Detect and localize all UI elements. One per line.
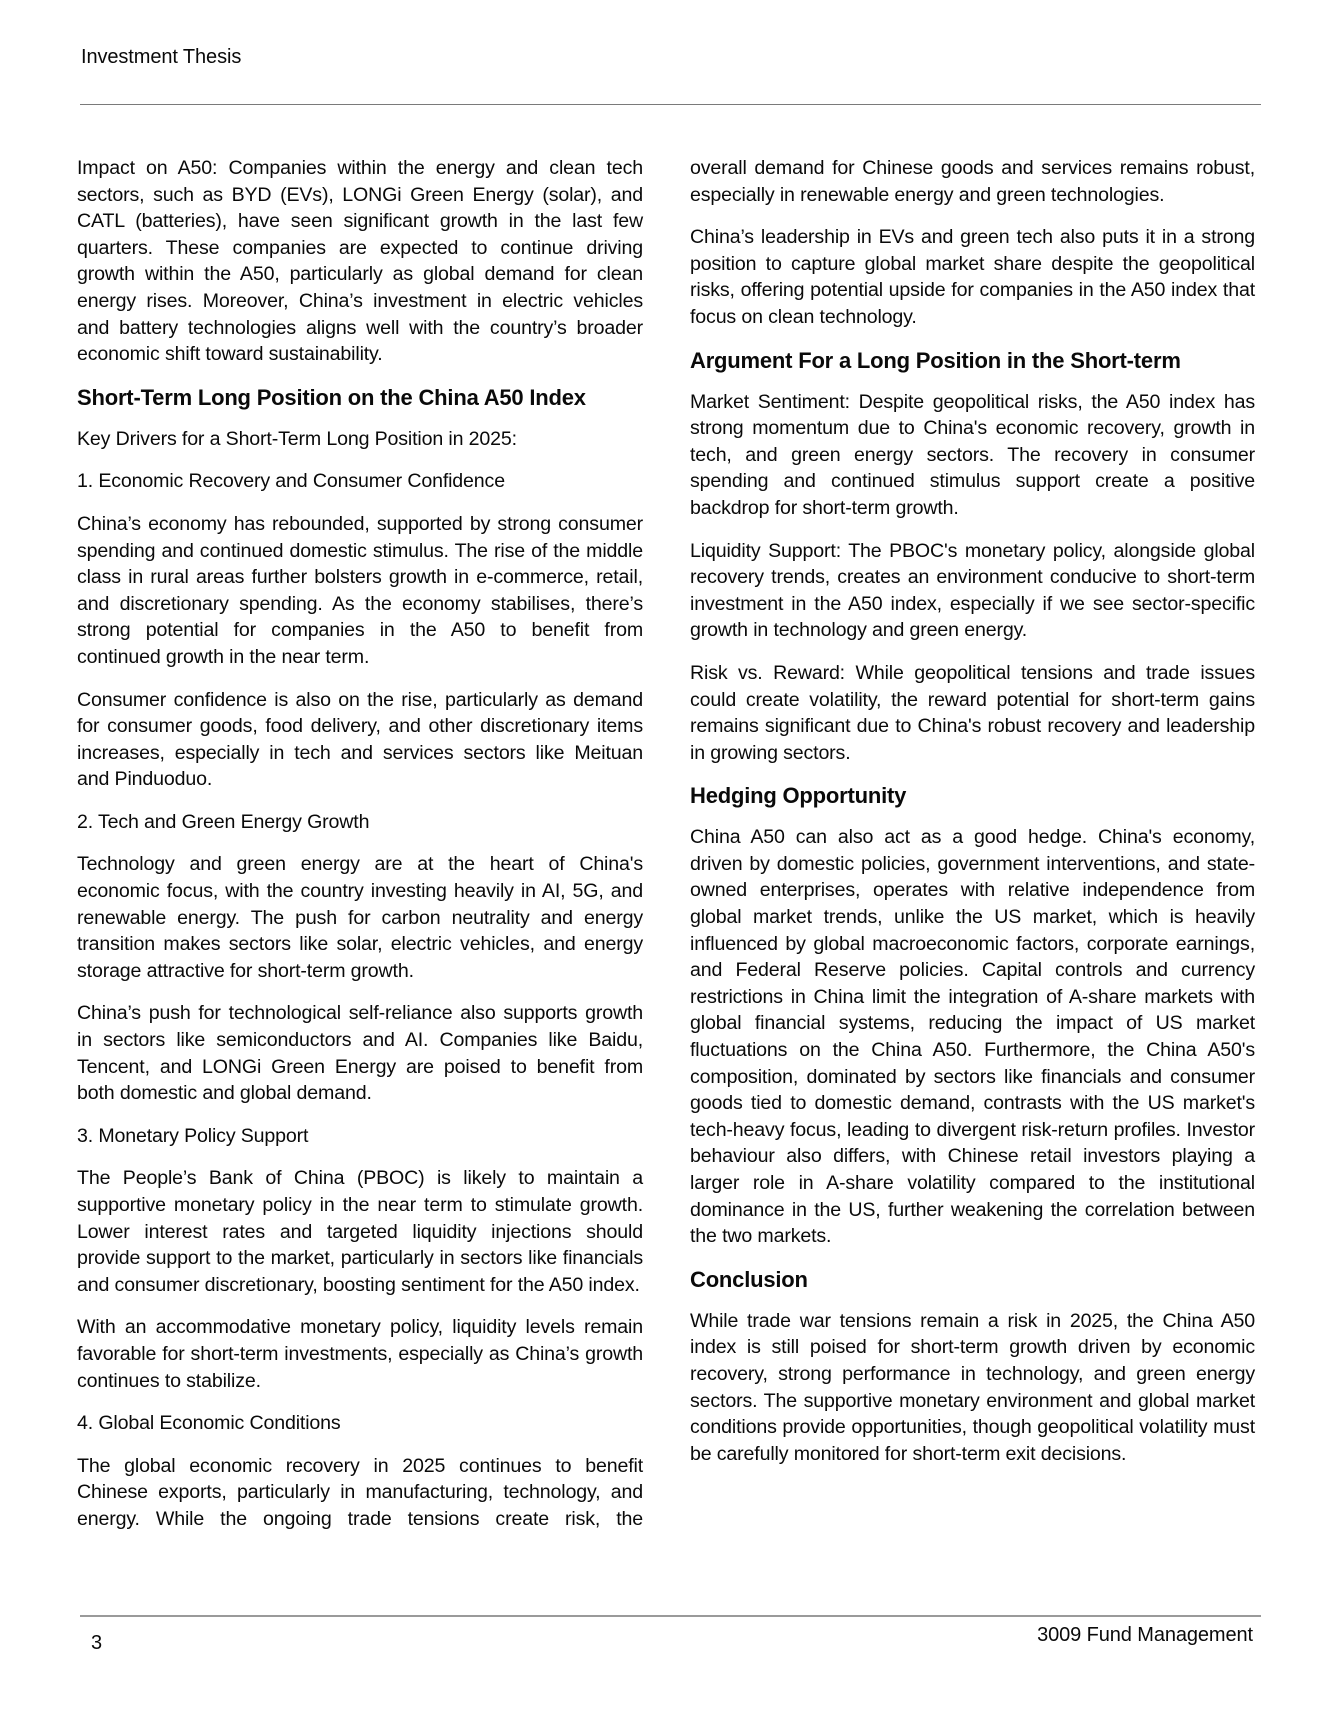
driver-title-tech-green-energy: 2. Tech and Green Energy Growth	[77, 810, 370, 833]
driver-paragraph: The People’s Bank of China (PBOC) is likely to maintain a supportive monetary policy in the near term to stimulate growth. Lower interest rates and targeted liquidity injections should provide support to the market, particularly in sectors like financials and consumer discretionary, boosting sentiment for the A50 index.	[77, 1167, 643, 1296]
driver-title-global-economic: 4. Global Economic Conditions	[77, 1412, 341, 1435]
driver-title-economic-recovery: 1. Economic Recovery and Consumer Confidence	[77, 470, 505, 493]
section-heading-argument: Argument For a Long Position in the Short-term	[690, 347, 1181, 373]
conclusion-paragraph: While trade war tensions remain a risk in 2025, the China A50 index is still poised for short-term growth driven by economic recovery, strong performance in technology, and green energy sectors. The supportive monetary environment and global market conditions provide opportunities, though geopolitical volatility must be carefully monitored for short-term exit decisions.	[690, 1309, 1255, 1465]
footer-divider	[80, 1615, 1261, 1617]
driver-paragraph: Consumer confidence is also on the rise, particularly as demand for consumer goods, food delivery, and other discretionary items increases, especially in tech and services sectors like Meituan and Pinduoduo.	[77, 688, 643, 791]
continued-paragraph: overall demand for Chinese goods and services remains robust, especially in renewable energy and green technologies.	[690, 157, 1255, 206]
footer-organization: 3009 Fund Management	[1037, 1624, 1253, 1646]
header-divider	[80, 104, 1261, 105]
argument-paragraph-liquidity: Liquidity Support: The PBOC's monetary policy, alongside global recovery trends, creates an environment conducive to short-term investment in the A50 index, especially if we see sector-specific growth in technology and green energy.	[690, 539, 1255, 642]
left-column	[77, 155, 643, 1549]
page-header-title: Investment Thesis	[81, 46, 242, 68]
section-heading-hedging: Hedging Opportunity	[690, 783, 907, 809]
argument-paragraph-market-sentiment: Market Sentiment: Despite geopolitical risks, the A50 index has strong momentum due to China's economic recovery, growth in tech, and green energy sectors. The recovery in consumer spending and continued stimulus support create a positive backdrop for short-term growth.	[690, 390, 1255, 519]
hedging-paragraph: China A50 can also act as a good hedge. China's economy, driven by domestic policies, government interventions, and state-owned enterprises, operates with relative independence from global market trends, unlike the US market, which is heavily influenced by global macroeconomic factors, corporate earnings, and Federal Reserve policies. Capital controls and currency restrictions in China limit the integration of A-share markets with global financial systems, reducing the impact of US market fluctuations on the China A50. Furthermore, the China A50's composition, dominated by sectors like financials and consumer goods tied to domestic demand, contrasts with the US market's tech-heavy focus, leading to divergent risk-return profiles. Investor behaviour also differs, with Chinese retail investors playing a larger role in A-share volatility compared to the institutional dominance in the US, further weakening the correlation between the two markets.	[690, 826, 1255, 1248]
leadership-paragraph: China’s leadership in EVs and green tech also puts it in a strong position to capture global market share despite the geopolitical risks, offering potential upside for companies in the A50 index that focus on clean technology.	[690, 226, 1255, 328]
impact-paragraph: Impact on A50: Companies within the energy and clean tech sectors, such as BYD (EVs), LONGi Green Energy (solar), and CATL (batteries), have seen significant growth in the last few quarters. These companies are expected to continue driving growth within the A50, particularly as global demand for clean energy rises. Moreover, China’s investment in electric vehicles and battery technologies aligns well with the country’s broader economic shift toward sustainability.	[77, 157, 643, 366]
driver-paragraph: Technology and green energy are at the heart of China's economic focus, with the country investing heavily in AI, 5G, and renewable energy. The push for carbon neutrality and energy transition makes sectors like solar, electric vehicles, and energy storage attractive for short-term growth.	[77, 853, 643, 982]
key-drivers-intro: Key Drivers for a Short-Term Long Position in 2025:	[77, 427, 517, 450]
driver-paragraph: China’s push for technological self-reliance also supports growth in sectors like semiconductors and AI. Companies like Baidu, Tencent, and LONGi Green Energy are poised to benefit from both domestic and global demand.	[77, 1002, 643, 1105]
argument-paragraph-risk-reward: Risk vs. Reward: While geopolitical tensions and trade issues could create volatility, the reward potential for short-term gains remains significant due to China's robust recovery and leadership in growing sectors.	[690, 661, 1255, 764]
driver-paragraph: China’s economy has rebounded, supported by strong consumer spending and continued domestic stimulus. The rise of the middle class in rural areas further bolsters growth in e-commerce, retail, and discretionary spending. As the economy stabilises, there’s strong potential for companies in the A50 to benefit from continued growth in the near term.	[77, 512, 643, 668]
section-heading-short-term-long: Short-Term Long Position on the China A50 Index	[77, 384, 586, 410]
right-column	[690, 155, 1255, 1483]
driver-paragraph: The global economic recovery in 2025 continues to benefit Chinese exports, particularly in manufacturing, technology, and energy. While the ongoing trade tensions create risk, the	[77, 1454, 643, 1530]
driver-paragraph: With an accommodative monetary policy, liquidity levels remain favorable for short-term investments, especially as China’s growth continues to stabilize.	[77, 1316, 643, 1392]
driver-title-monetary-policy: 3. Monetary Policy Support	[77, 1124, 309, 1147]
page-number: 3	[91, 1632, 103, 1654]
section-heading-conclusion: Conclusion	[690, 1266, 808, 1292]
